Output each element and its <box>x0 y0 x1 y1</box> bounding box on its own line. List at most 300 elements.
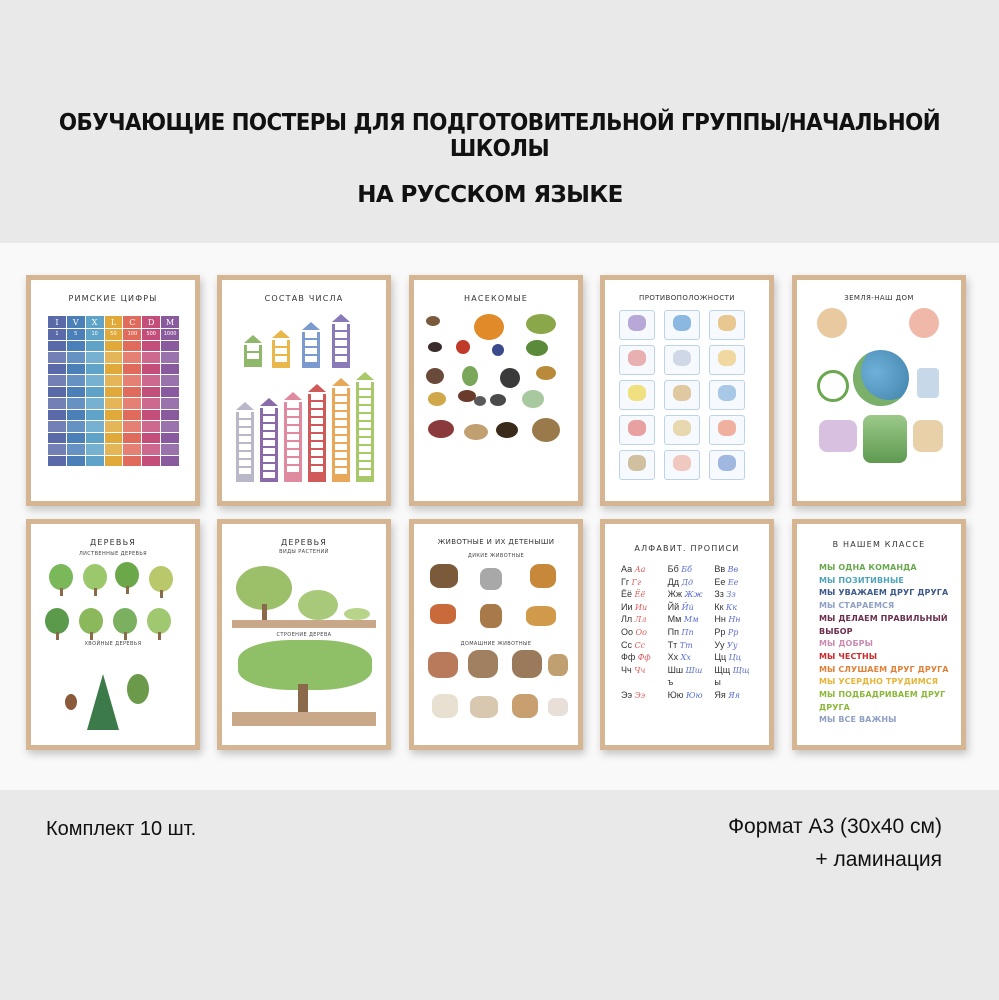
insect-image <box>536 366 556 380</box>
print-letter: Лл <box>621 614 635 625</box>
poster-paper <box>222 524 386 745</box>
print-letter: Фф <box>621 652 638 663</box>
house-body <box>284 402 302 482</box>
print-letter: Ёё <box>621 589 635 600</box>
house-window <box>287 450 299 456</box>
roman-grid-cell <box>161 375 179 386</box>
roman-grid-cell <box>86 398 104 409</box>
print-letter: Рр <box>714 626 728 637</box>
opposite-picture <box>718 420 736 436</box>
house-window <box>335 460 347 466</box>
section-label: ДИКИЕ ЖИВОТНЫЕ <box>467 553 525 559</box>
opposite-card <box>709 415 745 445</box>
big-tree-trunk <box>298 684 308 714</box>
animal-image <box>428 652 458 678</box>
house-window <box>263 464 275 470</box>
alphabet-letter-pair <box>714 614 761 624</box>
roman-grid-cell <box>67 352 85 363</box>
cursive-letter: Нн <box>728 615 741 625</box>
roman-grid-cell <box>67 398 85 409</box>
format-label: Формат А3 (30х40 см) <box>728 815 942 838</box>
house-window <box>335 452 347 458</box>
house-window <box>263 408 275 414</box>
tree-trunk <box>94 588 97 596</box>
roman-value-cell: 100 <box>123 329 141 340</box>
alphabet-letter-pair <box>621 665 668 675</box>
opposite-picture <box>718 315 736 331</box>
house-window <box>239 436 251 442</box>
house-window <box>239 412 251 418</box>
roman-header-cell: V <box>67 316 85 328</box>
poster-paper <box>414 524 578 745</box>
roman-grid-cell <box>142 352 160 363</box>
house-window <box>335 436 347 442</box>
roman-value-cell: 5 <box>67 329 85 340</box>
insect-image <box>496 422 518 438</box>
animal-image <box>480 568 502 590</box>
house-body <box>272 340 290 368</box>
animal-image <box>548 698 568 716</box>
roman-value-cell: 1 <box>48 329 66 340</box>
alphabet-letter-pair <box>668 640 715 650</box>
roman-grid-cell <box>123 421 141 432</box>
roots-strip <box>232 712 376 726</box>
roman-header-cell: I <box>48 316 66 328</box>
cursive-letter: Ёё <box>634 590 646 600</box>
opposite-card <box>709 450 745 480</box>
house-window <box>263 448 275 454</box>
cursive-letter: Лл <box>634 615 647 625</box>
house-window <box>359 382 371 388</box>
cursive-letter: Юю <box>686 690 703 700</box>
opposite-card <box>664 380 700 410</box>
house-window <box>335 348 347 354</box>
class-rule: МЫ ПОДБАДРИВАЕМ ДРУГ <box>819 690 946 700</box>
cursive-letter: Гг <box>631 577 642 587</box>
house-window <box>335 332 347 338</box>
house-window <box>359 390 371 396</box>
house-roof <box>332 314 350 322</box>
print-letter: ъ <box>667 677 674 688</box>
house-window <box>359 446 371 452</box>
number-house <box>244 335 262 367</box>
cursive-letter: Рр <box>727 627 739 637</box>
section-label: ЛИСТВЕННЫЕ ДЕРЕВЬЯ <box>78 551 148 557</box>
roman-grid-cell <box>161 387 179 398</box>
house-window <box>287 418 299 424</box>
tree-crown <box>149 566 173 592</box>
roman-grid-cell <box>48 433 66 444</box>
roman-value-cell: 500 <box>142 329 160 340</box>
print-letter: ы <box>714 677 721 688</box>
cursive-letter: Пп <box>681 627 694 637</box>
number-house <box>260 398 278 482</box>
opposite-picture <box>718 455 736 471</box>
animal-image <box>512 650 542 678</box>
class-rule: ДРУГА <box>819 702 850 712</box>
roman-grid-cell <box>123 444 141 455</box>
poster-paper <box>222 280 386 501</box>
print-letter: Бб <box>667 564 682 574</box>
roman-grid-cell <box>86 410 104 421</box>
bin-illustration <box>917 368 939 398</box>
alphabet-letter-pair <box>668 677 715 687</box>
house-window <box>359 398 371 404</box>
house-window <box>263 416 275 422</box>
roman-grid-cell <box>105 456 123 467</box>
poster-title: ЗЕМЛЯ-НАШ ДОМ <box>844 294 914 302</box>
insect-image <box>456 340 470 354</box>
children-illustration <box>909 308 939 338</box>
insect-image <box>490 394 506 406</box>
roman-grid-cell <box>161 421 179 432</box>
roman-grid-cell <box>86 341 104 352</box>
print-letter: Хх <box>667 652 681 663</box>
insect-image <box>428 392 446 406</box>
roman-grid-cell <box>67 410 85 421</box>
roman-grid-cell <box>105 341 123 352</box>
alphabet-letter-pair <box>668 665 715 675</box>
roman-grid-cell <box>161 433 179 444</box>
roman-grid-cell <box>142 341 160 352</box>
opposite-picture <box>718 385 736 401</box>
opposite-picture <box>628 420 646 436</box>
roman-grid-cell <box>86 421 104 432</box>
opposite-picture <box>673 385 691 401</box>
insect-image <box>464 424 488 440</box>
house-window <box>359 414 371 420</box>
roman-grid-cell <box>105 444 123 455</box>
roman-grid-cell <box>105 433 123 444</box>
alphabet-letter-pair <box>621 614 668 624</box>
cursive-letter: Ее <box>727 577 739 587</box>
roman-grid-cell <box>86 387 104 398</box>
alphabet-letter-pair <box>668 627 715 637</box>
house-window <box>311 418 323 424</box>
tree-trunk <box>160 590 163 598</box>
number-house <box>356 372 374 482</box>
house-window <box>311 394 323 400</box>
print-letter: Яя <box>714 689 729 700</box>
animal-image <box>526 606 556 626</box>
section-label: СТРОЕНИЕ ДЕРЕВА <box>276 632 332 638</box>
roman-grid-cell <box>142 375 160 386</box>
print-letter: Аа <box>621 564 635 574</box>
poster-roman-numerals <box>26 275 200 506</box>
roman-grid-cell <box>161 352 179 363</box>
number-house <box>302 322 320 368</box>
print-letter: Цц <box>714 652 729 663</box>
number-house <box>308 384 326 482</box>
roman-header-cell: D <box>142 316 160 328</box>
opposite-picture <box>628 385 646 401</box>
alphabet-letter-pair <box>621 677 668 687</box>
cursive-letter: Аа <box>634 565 646 574</box>
insect-image <box>474 314 504 340</box>
insect-image <box>526 314 556 334</box>
animal-image <box>530 564 556 588</box>
poster-title: ДЕРЕВЬЯ <box>280 538 328 547</box>
cursive-letter: Ии <box>635 602 648 612</box>
soil-strip <box>232 620 376 628</box>
cursive-letter: Дд <box>681 577 694 587</box>
print-letter: Ээ <box>621 689 635 700</box>
house-window <box>335 388 347 394</box>
house-body <box>308 394 326 482</box>
print-letter: Сс <box>621 639 635 650</box>
house-window <box>311 458 323 464</box>
tree-trunk <box>126 586 129 594</box>
poster-title: СОСТАВ ЧИСЛА <box>264 294 344 303</box>
alphabet-letter-pair <box>668 652 715 662</box>
tree-trunk <box>60 588 63 596</box>
house-window <box>311 442 323 448</box>
opposite-card <box>709 345 745 375</box>
alphabet-letter-pair <box>714 640 761 650</box>
alphabet-letter-pair <box>714 677 761 687</box>
insect-image <box>492 344 504 356</box>
animal-image <box>430 604 456 624</box>
roman-grid-cell <box>86 352 104 363</box>
section-label: ХВОЙНЫЕ ДЕРЕВЬЯ <box>84 641 142 647</box>
house-window <box>359 438 371 444</box>
cursive-letter: Оо <box>635 627 647 637</box>
house-window <box>287 426 299 432</box>
alphabet-letter-pair <box>621 577 668 587</box>
roman-grid-cell <box>48 341 66 352</box>
house-window <box>287 410 299 416</box>
print-letter: Тт <box>667 639 680 650</box>
roman-grid-cell <box>142 398 160 409</box>
roman-header-cell: X <box>86 316 104 328</box>
print-letter: Шш <box>667 664 686 675</box>
print-letter: Нн <box>714 614 729 625</box>
animal-image <box>430 564 458 588</box>
poster-paper <box>797 280 961 501</box>
roman-grid-cell <box>142 364 160 375</box>
forest-illustration <box>863 415 907 463</box>
house-window <box>287 402 299 408</box>
recycle-icon <box>817 370 849 402</box>
house-window <box>305 356 317 362</box>
class-rule: МЫ ПОЗИТИВНЫЕ <box>819 575 904 585</box>
house-window <box>359 406 371 412</box>
number-house <box>272 330 290 368</box>
roman-header-cell: L <box>105 316 123 328</box>
cursive-letter: Жж <box>684 590 703 600</box>
roman-grid-cell <box>48 375 66 386</box>
house-window <box>335 468 347 474</box>
opposite-card <box>619 345 655 375</box>
poster-paper <box>797 524 961 745</box>
animal-image <box>480 604 502 628</box>
roman-grid-cell <box>123 387 141 398</box>
roman-grid-cell <box>86 375 104 386</box>
alphabet-letter-pair <box>714 665 761 675</box>
house-window <box>239 468 251 474</box>
roman-grid-cell <box>123 364 141 375</box>
print-letter: Уу <box>714 639 728 650</box>
opposite-picture <box>673 315 691 331</box>
roman-grid-cell <box>48 398 66 409</box>
house-window <box>287 458 299 464</box>
cursive-letter: Йй <box>681 602 694 612</box>
cursive-letter: Фф <box>637 653 651 663</box>
roman-grid-cell <box>142 456 160 467</box>
poster-insects <box>409 275 583 506</box>
house-window <box>311 410 323 416</box>
house-window <box>239 420 251 426</box>
poster-title: АЛФАВИТ. ПРОПИСИ <box>634 544 740 553</box>
roman-grid-cell <box>123 456 141 467</box>
class-rules-list <box>819 562 959 727</box>
class-rule: МЫ ВСЕ ВАЖНЫ <box>819 715 897 725</box>
poster-paper <box>414 280 578 501</box>
class-rule: ВЫБОР <box>819 626 853 636</box>
print-letter: Ии <box>621 601 635 612</box>
roman-grid-cell <box>161 341 179 352</box>
insect-image <box>522 390 544 408</box>
house-window <box>239 444 251 450</box>
house-window <box>239 460 251 466</box>
alphabet-letter-pair <box>621 564 668 574</box>
poster-opposites <box>600 275 774 506</box>
house-body <box>244 345 262 367</box>
house-window <box>263 432 275 438</box>
opposite-card <box>664 310 700 340</box>
poster-title: НАСЕКОМЫЕ <box>464 294 528 303</box>
roman-grid-cell <box>105 421 123 432</box>
alphabet-letter-pair <box>714 652 761 662</box>
roman-grid-cell <box>48 352 66 363</box>
house-body <box>332 388 350 482</box>
house-body <box>260 408 278 482</box>
children-illustration <box>819 420 857 452</box>
children-illustration <box>817 308 847 338</box>
alphabet-letter-pair <box>668 690 715 700</box>
alphabet-letter-pair <box>714 627 761 637</box>
house-body <box>236 412 254 482</box>
house-roof <box>332 378 350 386</box>
house-window <box>275 348 287 354</box>
alphabet-letter-pair <box>668 614 715 624</box>
house-window <box>335 420 347 426</box>
opposite-card <box>709 310 745 340</box>
poster-paper <box>31 280 195 501</box>
alphabet-letter-pair <box>714 564 761 574</box>
roman-grid-cell <box>67 364 85 375</box>
roman-grid-cell <box>142 410 160 421</box>
main-title: ОБУЧАЮЩИЕ ПОСТЕРЫ ДЛЯ ПОДГОТОВИТЕЛЬНОЙ ГРУППЫ/НАЧАЛЬНОЙ ШКОЛЫ <box>58 110 941 162</box>
tree-crown <box>113 608 137 634</box>
roman-grid-cell <box>67 456 85 467</box>
class-rule: МЫ СТАРАЕМСЯ <box>819 601 895 611</box>
house-window <box>305 340 317 346</box>
print-letter: Мм <box>667 614 684 625</box>
house-roof <box>308 384 326 392</box>
roman-grid-cell <box>105 410 123 421</box>
opposite-card <box>664 450 700 480</box>
grass <box>344 608 370 620</box>
roman-grid-cell <box>105 398 123 409</box>
alphabet-letter-pair <box>621 589 668 599</box>
house-window <box>335 324 347 330</box>
cursive-letter: Зз <box>726 590 736 600</box>
poster-title: ДЕРЕВЬЯ <box>89 538 137 547</box>
roman-header-cell: C <box>123 316 141 328</box>
house-window <box>335 404 347 410</box>
alphabet-letter-pair <box>714 690 761 700</box>
house-roof <box>260 398 278 406</box>
house-window <box>263 424 275 430</box>
tree-crown <box>79 608 103 634</box>
cursive-letter: Уу <box>727 640 738 650</box>
poster-wall <box>0 243 999 790</box>
animal-image <box>468 650 498 678</box>
class-rule: МЫ ДЕЛАЕМ ПРАВИЛЬНЫЙ <box>819 613 948 623</box>
roman-grid-cell <box>123 375 141 386</box>
tree-trunk <box>56 632 59 640</box>
roman-grid-cell <box>142 387 160 398</box>
roman-grid-cell <box>67 444 85 455</box>
poster-trees-deciduous <box>26 519 200 750</box>
roman-header-cell: M <box>161 316 179 328</box>
house-roof <box>244 335 262 343</box>
house-window <box>263 440 275 446</box>
roman-grid-cell <box>142 433 160 444</box>
opposite-picture <box>718 350 736 366</box>
insect-image <box>462 366 478 386</box>
earth-globe-image <box>853 350 909 406</box>
poster-title: РИМСКИЕ ЦИФРЫ <box>68 294 158 303</box>
house-window <box>335 444 347 450</box>
print-letter: Юю <box>667 689 686 700</box>
roman-grid-cell <box>67 387 85 398</box>
roman-value-cell: 10 <box>86 329 104 340</box>
alphabet-letter-pair <box>621 652 668 662</box>
roman-grid-cell <box>123 433 141 444</box>
insect-image <box>428 342 442 352</box>
fir-tree <box>87 674 119 730</box>
animal-image <box>470 696 498 718</box>
house-roof <box>356 372 374 380</box>
insect-image <box>500 368 520 388</box>
alphabet-grid <box>621 564 761 700</box>
house-roof <box>284 392 302 400</box>
cursive-letter: Тт <box>679 640 693 650</box>
tree-crown <box>83 564 107 590</box>
roman-grid-cell <box>105 352 123 363</box>
number-house <box>332 378 350 482</box>
poster-paper <box>605 280 769 501</box>
house-window <box>311 434 323 440</box>
alphabet-letter-pair <box>621 627 668 637</box>
shrub <box>298 590 338 620</box>
house-window <box>287 434 299 440</box>
opposite-card <box>619 310 655 340</box>
roman-numeral-grid <box>48 316 179 466</box>
poster-title: ПРОТИВОПОЛОЖНОСТИ <box>639 294 735 302</box>
print-letter: Дд <box>667 576 682 587</box>
cursive-letter: Сс <box>634 640 646 650</box>
house-window <box>275 340 287 346</box>
children-illustration <box>913 420 943 452</box>
alphabet-letter-pair <box>621 602 668 612</box>
opposite-picture <box>673 420 691 436</box>
poster-alphabet <box>600 519 774 750</box>
insect-image <box>426 368 444 384</box>
house-window <box>335 412 347 418</box>
